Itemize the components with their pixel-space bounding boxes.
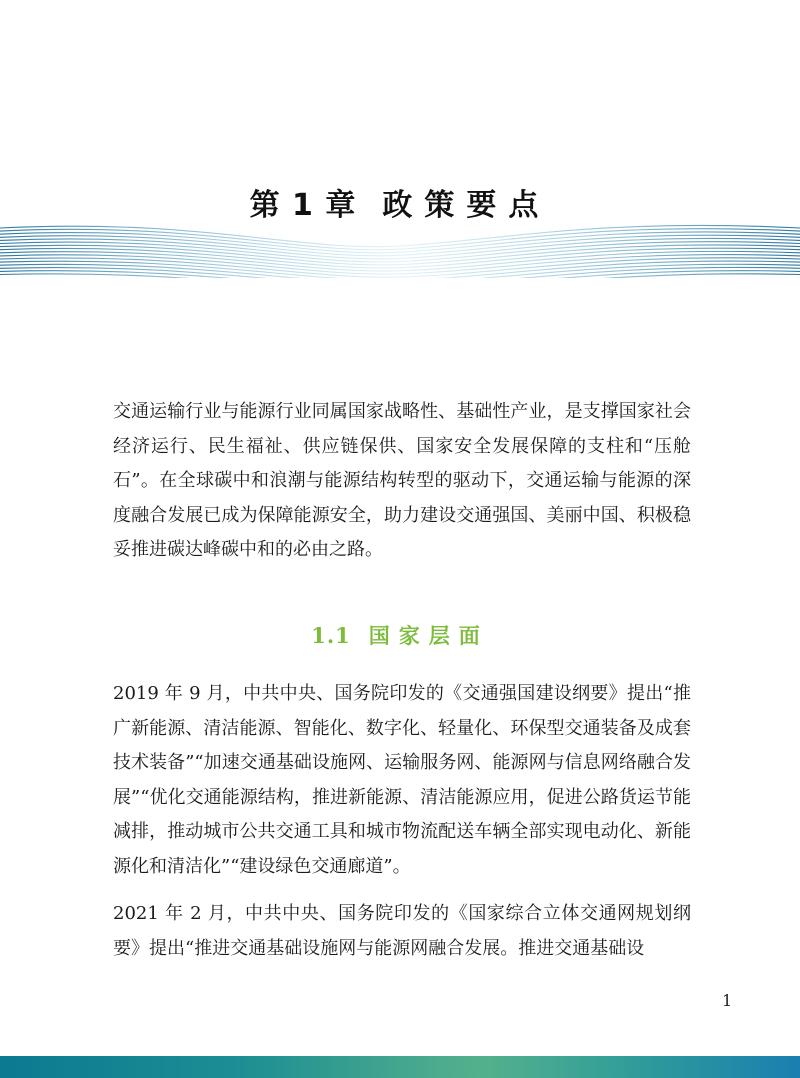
chapter-name: 政策要点 (382, 188, 551, 223)
paragraph-2021-policy: 2021 年 2 月，中共中央、国务院印发的《国家综合立体交通网规划纲要》提出“推进交通基础设施网与能源网融合发展。推进交通基础设 (113, 903, 691, 959)
section-number: 1.1 (311, 623, 351, 648)
intro-paragraph: 交通运输行业与能源行业同属国家战略性、基础性产业，是支撑国家社会经济运行、民生福祉、供应链保供、国家安全发展保障的支柱和“压舱石”。在全球碳中和浪潮与能源结构转型的驱动下，交通运输与能源的深度融合发展已成为保障能源安全，助力建设交通强国、美丽中国、积极稳妥推进碳达峰碳中和的必由之路。 (113, 401, 691, 561)
paragraph-2019-policy: 2019 年 9 月，中共中央、国务院印发的《交通强国建设纲要》提出“推广新能源、清洁能源、智能化、数字化、轻量化、环保型交通装备及成套技术装备”“加速交通基础设施网、运输服务网、能源网与信息网络融合发展”“优化交通能源结构，推进新能源、清洁能源应用，促进公路货运节能减排，推动城市公共交通工具和城市物流配送车辆全部实现电动化、新能源化和清洁化”“建设绿色交通廊道”。 (113, 683, 691, 877)
wave-line (0, 267, 800, 278)
chapter-title (0, 180, 800, 224)
chapter-label: 第 1 章 (249, 188, 357, 223)
section-heading (0, 620, 800, 650)
page-number: 1 (722, 991, 733, 1010)
section-title: 国家层面 (368, 623, 489, 648)
bottom-decorative-bar (0, 1056, 800, 1078)
decorative-wave-band (0, 222, 800, 278)
